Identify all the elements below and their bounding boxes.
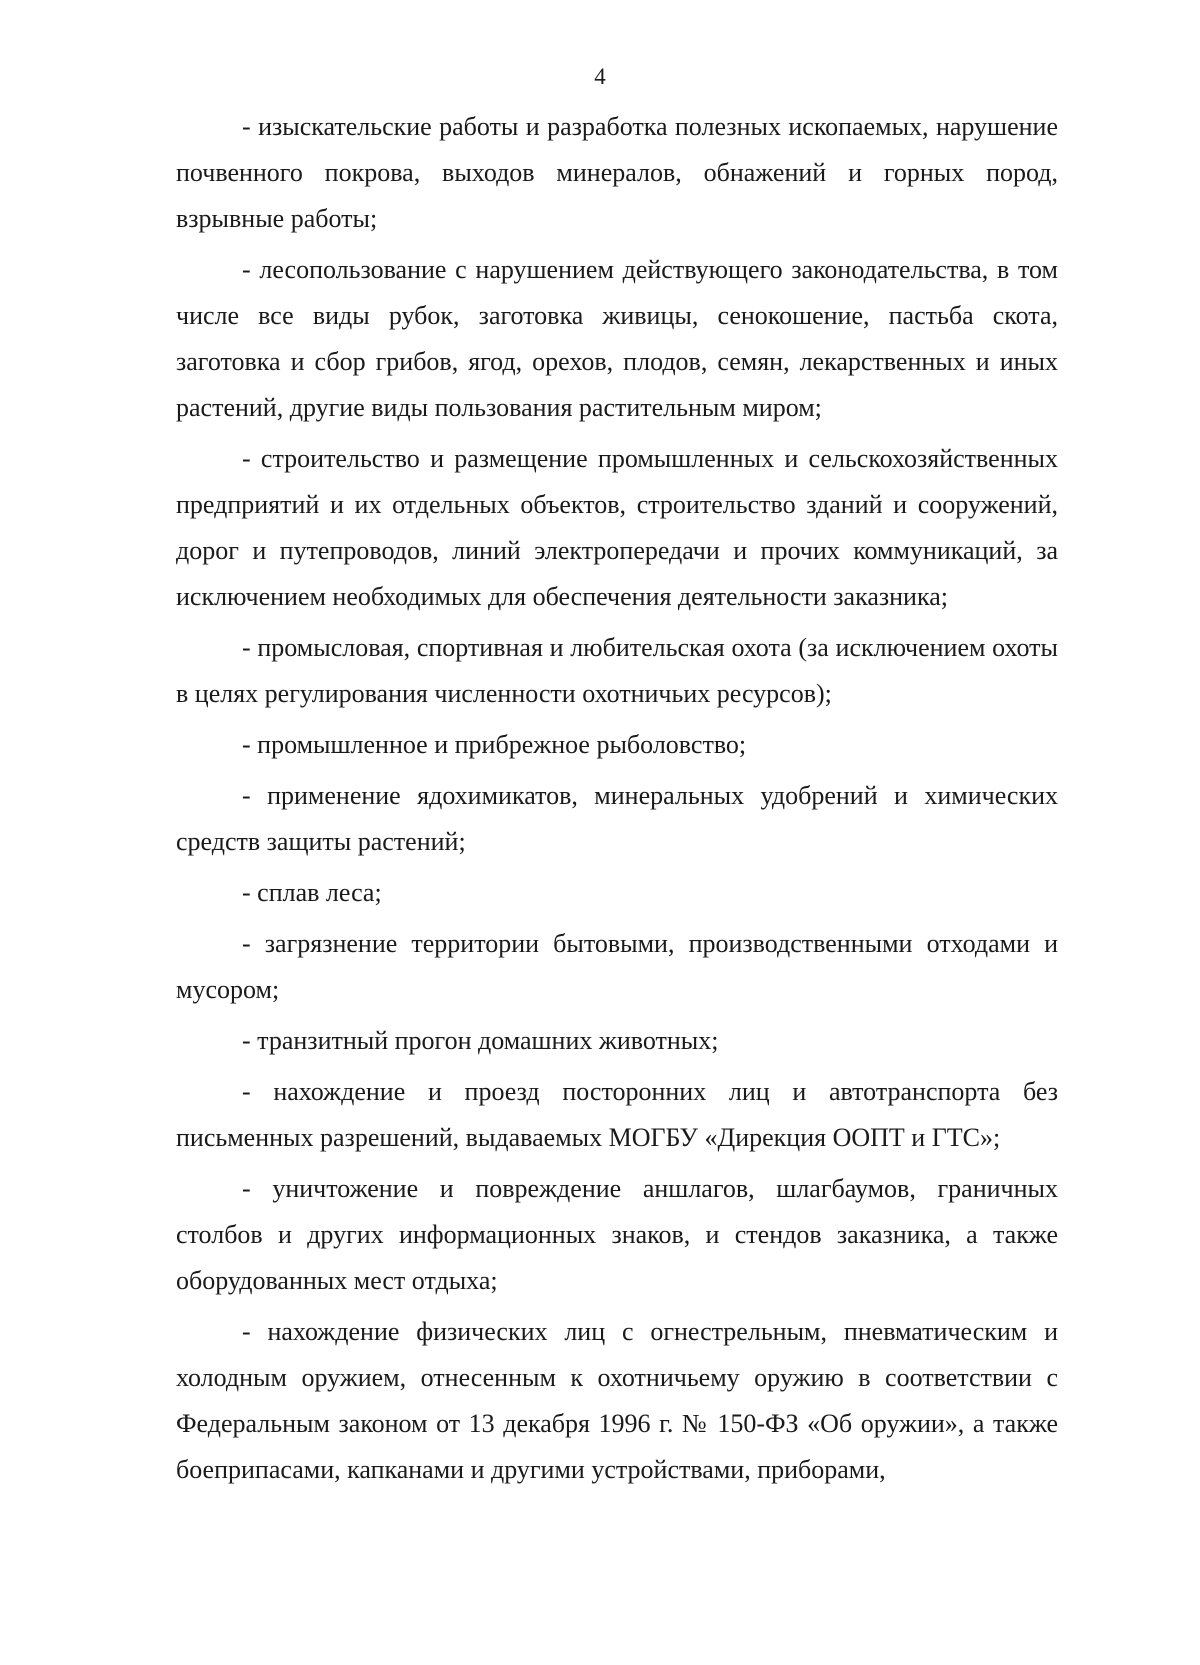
paragraph-chemicals: - применение ядохимикатов, минеральных удобрений и химических средств защиты растений; [176, 781, 1058, 856]
paragraph-timber-rafting: - сплав леса; [242, 878, 382, 907]
paragraph-weapons: - нахождение физических лиц с огнестрельным, пневматическим и холодным оружием, отнесенным к охотничьему оружию в соответствии с Федеральным законом от 13 декабря 1996 г. № 150-ФЗ «Об оружии», а также боеприпасами, капканами и другими устройствами, приборами, [176, 1317, 1058, 1484]
paragraph-mining: - изыскательские работы и разработка полезных ископаемых, нарушение почвенного покрова, выходов минералов, обнажений и горных пород, взрывные работы; [176, 112, 1058, 233]
paragraph-fishing: - промышленное и прибрежное рыболовство; [242, 730, 747, 759]
document-body [176, 104, 1058, 1493]
paragraph-forestry: - лесопользование с нарушением действующего законодательства, в том числе все виды рубок, заготовка живицы, сенокошение, пастьба скота, заготовка и сбор грибов, ягод, орехов, плодов, семян, лекарственных и иных растений, другие виды пользования растительным миром; [176, 255, 1058, 422]
paragraph-pollution: - загрязнение территории бытовыми, производственными отходами и мусором; [176, 929, 1058, 1004]
paragraph-construction: - строительство и размещение промышленных и сельскохозяйственных предприятий и их отдельных объектов, строительство зданий и сооружений, дорог и путепроводов, линий электропередачи и прочих коммуникаций, за исключением необходимых для обеспечения деятельности заказника; [176, 444, 1058, 611]
paragraph-livestock-transit: - транзитный прогон домашних животных; [242, 1026, 719, 1055]
paragraph-signs-damage: - уничтожение и повреждение аншлагов, шлагбаумов, граничных столбов и других информационных знаков, и стендов заказника, а также оборудованных мест отдыха; [176, 1174, 1058, 1295]
page-number: 4 [594, 64, 606, 89]
paragraph-hunting: - промысловая, спортивная и любительская охота (за исключением охоты в целях регулирования численности охотничьих ресурсов); [176, 633, 1058, 708]
paragraph-unauthorized-access: - нахождение и проезд посторонних лиц и автотранспорта без письменных разрешений, выдаваемых МОГБУ «Дирекция ООПТ и ГТС»; [176, 1077, 1058, 1152]
